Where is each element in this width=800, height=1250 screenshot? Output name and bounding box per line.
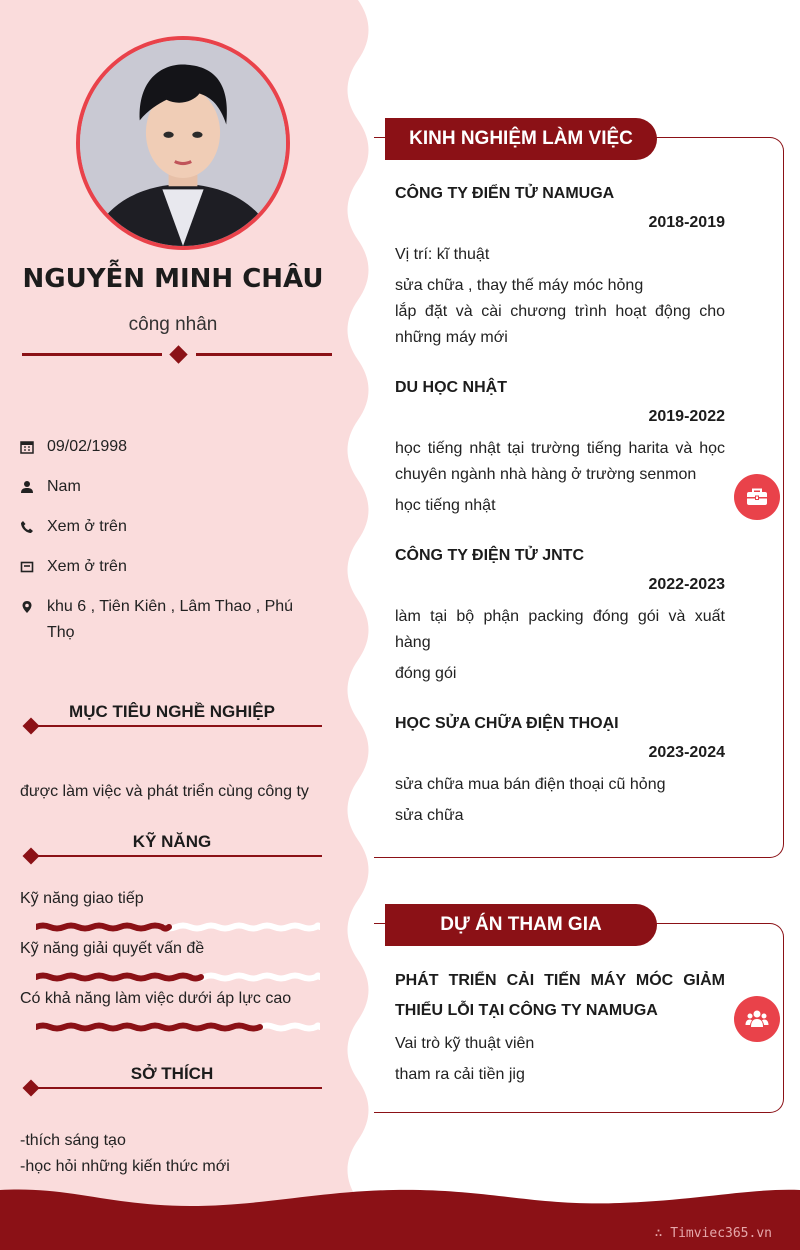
- experience-company: HỌC SỬA CHỮA ĐIỆN THOẠI: [395, 715, 619, 732]
- avatar: [76, 36, 290, 250]
- experience-company: DU HỌC NHẬT: [395, 379, 507, 396]
- footer-watermark: ∴ Timviec365.vn: [654, 1226, 772, 1241]
- team-icon: [745, 1007, 769, 1031]
- hobby-item: -học hỏi những kiến thức mới: [20, 1158, 230, 1175]
- experience-date: 2023-2024: [648, 744, 725, 761]
- experience-item: [395, 185, 725, 351]
- experience-line: sửa chữa , thay thế máy móc hỏng: [395, 277, 644, 294]
- hobbies-title: SỞ THÍCH: [130, 1064, 214, 1083]
- experience-company: CÔNG TY ĐIỂN TỬ NAMUGA: [395, 185, 615, 202]
- experience-line: lắp đặt và cài chương trình hoạt động cho những máy mới: [395, 303, 725, 346]
- skill-bar-fill: [36, 926, 169, 929]
- experience-line: học tiếng nhật: [395, 497, 496, 514]
- projects-title: DỰ ÁN THAM GIA: [385, 904, 657, 946]
- person-icon: [20, 480, 34, 494]
- calendar-icon: [20, 440, 34, 454]
- contact-phone: [20, 514, 310, 540]
- experience-date: 2022-2023: [648, 576, 725, 593]
- project-line: tham ra cải tiền jig: [395, 1066, 525, 1083]
- skill-bar: [36, 972, 320, 982]
- contact-gender: [20, 474, 310, 500]
- skill-bar-fill: [36, 1026, 260, 1029]
- contact-address: [20, 594, 310, 646]
- avatar-portrait: [80, 40, 286, 246]
- contact-email: [20, 554, 310, 580]
- objective-heading: [22, 700, 322, 730]
- experience-item: [395, 547, 725, 687]
- phone-text: Xem ở trên: [47, 518, 127, 535]
- experience-date: 2018-2019: [648, 214, 725, 231]
- hobbies-list: [20, 1128, 230, 1180]
- project-line: Vai trò kỹ thuật viên: [395, 1035, 535, 1052]
- skill-name: Có khả năng làm việc dưới áp lực cao: [20, 990, 292, 1007]
- name-divider: [22, 344, 332, 366]
- contact-birthday: [20, 434, 310, 460]
- experience-line: học tiếng nhật tại trường tiếng harita và học chuyên ngành nhà hàng ở trường senmon: [395, 440, 725, 483]
- briefcase-icon-badge: [734, 474, 780, 520]
- skill-bar-fill: [36, 976, 201, 979]
- hobbies-heading: [22, 1062, 322, 1092]
- experience-title: KINH NGHIỆM LÀM VIỆC: [385, 118, 657, 160]
- experience-line: sửa chữa mua bán điện thoại cũ hỏng: [395, 776, 666, 793]
- objective-title: MỤC TIÊU NGHỀ NGHIỆP: [69, 702, 275, 721]
- team-icon-badge: [734, 996, 780, 1042]
- experience-line: làm tại bộ phận packing đóng gói và xuất hàng: [395, 608, 725, 651]
- address-text: khu 6 , Tiên Kiên , Lâm Thao , Phú Thọ: [47, 598, 294, 641]
- skills-title: KỸ NĂNG: [132, 832, 212, 851]
- email-icon: [20, 560, 34, 574]
- objective-text: được làm việc và phát triển cùng công ty: [20, 783, 309, 800]
- experience-line: Vị trí: kĩ thuật: [395, 246, 490, 263]
- hobby-item: -thích sáng tạo: [20, 1132, 126, 1149]
- project-name: PHÁT TRIỂN CẢI TIẾN MÁY MÓC GIẢM THIỂU LỖI TẠI CÔNG TY NAMUGA: [395, 972, 725, 1019]
- experience-item: [395, 379, 725, 519]
- candidate-name: NGUYỄN MINH CHÂU: [22, 264, 324, 294]
- experience-item: [395, 715, 725, 829]
- experience-line: sửa chữa: [395, 807, 464, 824]
- birthday-text: 09/02/1998: [47, 438, 128, 455]
- skills-heading: [22, 830, 322, 860]
- location-icon: [20, 600, 34, 614]
- experience-line: đóng gói: [395, 665, 457, 682]
- skill-bar: [36, 922, 320, 932]
- phone-icon: [20, 520, 34, 534]
- candidate-role: công nhân: [128, 314, 218, 335]
- skill-name: Kỹ năng giải quyết vấn đề: [20, 940, 205, 957]
- briefcase-icon: [745, 485, 769, 509]
- email-text: Xem ở trên: [47, 558, 127, 575]
- skill-bar: [36, 1022, 320, 1032]
- project-item: [395, 966, 725, 1088]
- gender-text: Nam: [47, 478, 81, 495]
- experience-date: 2019-2022: [648, 408, 725, 425]
- experience-company: CÔNG TY ĐIỆN TỬ JNTC: [395, 547, 584, 564]
- skill-name: Kỹ năng giao tiếp: [20, 890, 144, 907]
